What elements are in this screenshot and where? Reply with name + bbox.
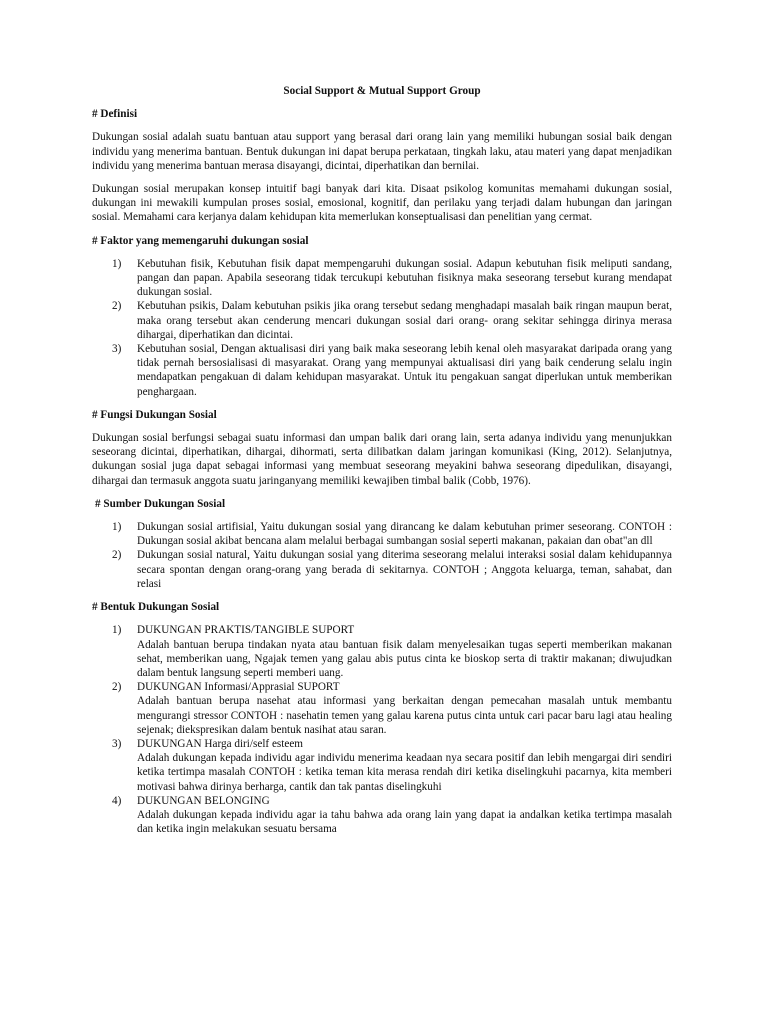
list-item-description: Adalah dukungan kepada individu agar individu menerima keadaan nya secara positif dan lebih mengargai diri sendiri ketika tertimpa masalah CONTOH : ketika teman kita merasa rendah diri ketika diselingkuhi pacarnya, kita memberi motivasi bahwa dirinya berharga, cantik dan tak pantas diselingkuhi	[137, 752, 672, 793]
list-content	[137, 680, 672, 737]
list-item-description: Adalah bantuan berupa nasehat atau informasi yang berkaitan dengan pemecahan masalah untuk membantu mengurangi stressor CONTOH : nasehatin temen yang galau karena putus cinta untuk cari pacar baru lagi atau healing sejenak; diekspresikan dalam bentuk nasihat atau saran.	[137, 695, 672, 736]
list-item-title: DUKUNGAN PRAKTIS/TANGIBLE SUPORT	[137, 624, 355, 637]
list-number: 2)	[112, 681, 122, 694]
list-number: 1)	[112, 257, 122, 270]
list-text: Kebutuhan sosial, Dengan aktualisasi diri yang baik maka seseorang lebih kenal oleh masyarakat daripada orang yang tidak pernah bersosialisasi di masyarakat. Orang yang mempunyai aktualisasi diri yang baik cenderung selalu ingin mendapatkan pengakuan di dalam kehidupan masyarakat. Untuk itu pengakuan sangat diperlukan untuk memberikan penghargaan.	[137, 343, 672, 398]
heading-faktor: # Faktor yang memengaruhi dukungan sosial	[92, 234, 309, 247]
list-item	[92, 548, 672, 591]
definisi-paragraph-2: Dukungan sosial merupakan konsep intuitif bagi banyak dari kita. Disaat psikolog komunitas memahami dukungan sosial, dukungan ini mewakili kumpulan proses sosial, emosional, kognitif, dan perilaku yang terjadi dalam hubungan dan jaringan sosial. Memahami cara kerjanya dalam kehidupan kita memerlukan konseptualisasi dan penelitian yang cermat.	[92, 183, 672, 224]
list-text: Kebutuhan fisik, Kebutuhan fisik dapat mempengaruhi dukungan sosial. Adapun kebutuhan fisik meliputi sandang, pangan dan papan. Apabila seseorang tidak tercukupi kebutuhan fisiknya maka seseorang tersebut kurang mendapat dukungan sosial.	[137, 257, 672, 299]
list-number: 2)	[112, 549, 122, 562]
definisi-paragraph-1: Dukungan sosial adalah suatu bantuan atau support yang berasal dari orang lain yang memiliki hubungan sosial baik dengan individu yang menerima bantuan. Bentuk dukungan ini dapat berupa perkataan, tingkah laku, atau materi yang dapat menjadikan individu yang menerima bantuan merasa disayangi, dicintai, diperhatikan dan bernilai.	[92, 131, 672, 172]
list-number: 2)	[112, 300, 122, 313]
list-number: 3)	[112, 343, 122, 356]
list-text: Dukungan sosial artifisial, Yaitu dukungan sosial yang dirancang ke dalam kebutuhan primer seseorang. CONTOH : Dukungan sosial akibat bencana alam melalui berbagai sumbangan sosial seperti makanan, pakaian dan obat"an dll	[137, 521, 672, 548]
list-text: Dukungan sosial natural, Yaitu dukungan sosial yang diterima seseorang melalui interaksi sosial dalam kehidupannya secara spontan dengan orang-orang yang berada di sekitarnya. CONTOH ; Anggota keluarga, teman, sahabat, dan relasi	[137, 549, 672, 590]
bentuk-list	[92, 623, 672, 836]
list-item	[92, 520, 672, 548]
heading-definisi: # Definisi	[92, 108, 138, 121]
list-content	[137, 623, 672, 680]
list-number: 3)	[112, 737, 122, 750]
list-number: 4)	[112, 794, 122, 807]
document-title: Social Support & Mutual Support Group	[283, 85, 481, 97]
list-item	[92, 680, 672, 737]
list-number: 1)	[112, 521, 122, 534]
list-item	[92, 257, 672, 300]
heading-sumber: # Sumber Dukungan Sosial	[95, 497, 226, 510]
sumber-list	[92, 520, 672, 591]
heading-bentuk: # Bentuk Dukungan Sosial	[92, 601, 220, 614]
list-item	[92, 623, 672, 680]
list-item	[92, 299, 672, 342]
heading-fungsi: # Fungsi Dukungan Sosial	[92, 408, 217, 421]
faktor-list	[92, 257, 672, 399]
list-item	[92, 794, 672, 837]
list-item	[92, 342, 672, 399]
list-number: 1)	[112, 624, 122, 637]
list-item	[92, 737, 672, 794]
list-item-title: DUKUNGAN Informasi/Apprasial SUPORT	[137, 681, 340, 694]
list-item-title: DUKUNGAN BELONGING	[137, 794, 270, 807]
list-item-title: DUKUNGAN Harga diri/self esteem	[137, 737, 304, 750]
list-item-description: Adalah dukungan kepada individu agar ia tahu bahwa ada orang lain yang dapat ia andalkan ketika tertimpa masalah dan ketika ingin melakukan sesuatu bersama	[137, 808, 672, 836]
list-text: Kebutuhan psikis, Dalam kebutuhan psikis jika orang tersebut sedang menghadapi masalah baik ringan maupun berat, maka orang tersebut akan cenderung mencari dukungan sosial dari orang- orang sekitar sehingga dirinya merasa dihargai, diperhatikan dan dicintai.	[137, 300, 672, 341]
list-item-description: Adalah bantuan berupa tindakan nyata atau bantuan fisik dalam menyelesaikan tugas seperti memberikan makanan sehat, memberikan uang, Ngajak temen yang galau abis putus cinta ke bioskop serta di traktir makanan; diwujudkan dalam bentuk langsung seperti memberi uang.	[137, 638, 672, 679]
list-content	[137, 794, 672, 837]
list-content	[137, 737, 672, 794]
fungsi-paragraph: Dukungan sosial berfungsi sebagai suatu informasi dan umpan balik dari orang lain, serta adanya individu yang menunjukkan seseorang dicintai, diperhatikan, dihargai, dihormati, serta dilibatkan dalam jaringan komunikasi (King, 2012). Selanjutnya, dukungan sosial juga dapat sebagai informasi yang membuat seseorang meyakini bahwa seseorang dipedulikan, disayangi, dihargai dan termasuk anggota suatu jaringanyang memiliki kewajiben timbal balik (Cobb, 1976).	[92, 432, 672, 487]
